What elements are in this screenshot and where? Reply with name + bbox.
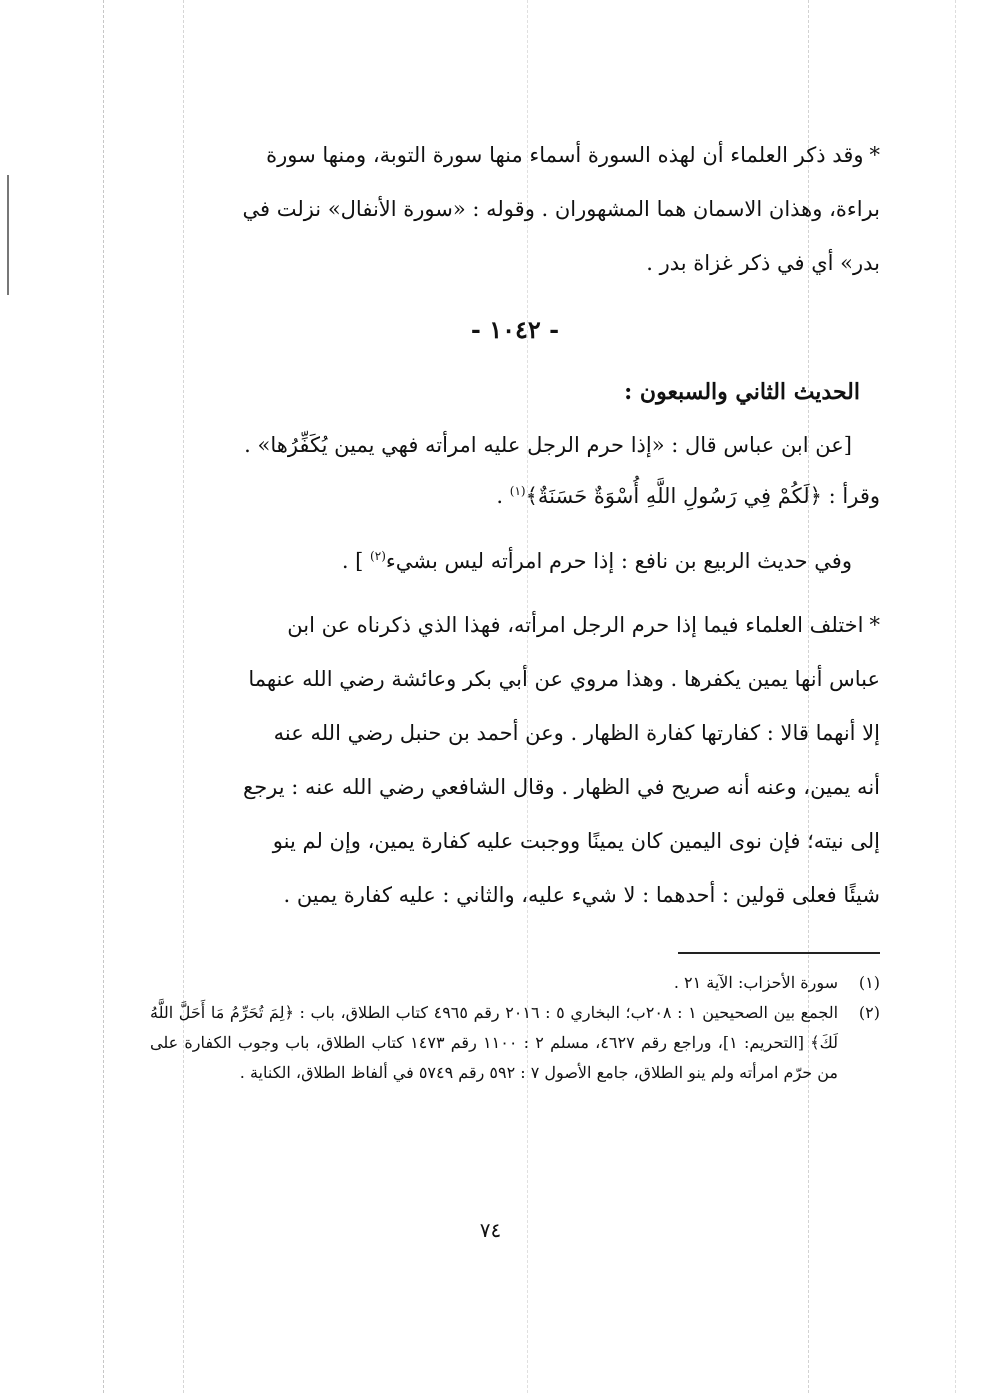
hadith-line bbox=[150, 533, 880, 584]
scan-guide-line bbox=[103, 0, 104, 1393]
footnote-ref[interactable]: (٢) bbox=[370, 549, 386, 563]
footnote-text: سورة الأحزاب: الآية ٢١ . bbox=[673, 973, 838, 992]
star-bullet: * bbox=[869, 613, 880, 637]
punctuation: . bbox=[496, 484, 510, 508]
punctuation: ] . bbox=[341, 549, 371, 573]
commentary-line: شيئًا فعلى قولين : أحدهما : لا شيء عليه، والثاني : عليه كفارة يمين . bbox=[283, 883, 880, 907]
commentary-line bbox=[150, 598, 880, 652]
footnote bbox=[150, 998, 880, 1088]
commentary-paragraph bbox=[150, 598, 880, 922]
commentary-line: عباس أنها يمين يكفرها . وهذا مروي عن أبي بكر وعائشة رضي الله عنهما bbox=[248, 667, 880, 691]
intro-paragraph bbox=[150, 128, 880, 290]
quran-verse: وقرأ : ﴿لَكُمْ فِي رَسُولِ اللَّهِ أُسْوَةٌ حَسَنَةٌ﴾ bbox=[525, 484, 880, 508]
intro-line bbox=[150, 128, 880, 182]
commentary-line: إلا أنهما قالا : كفارتها كفارة الظهار . وعن أحمد بن حنبل رضي الله عنه bbox=[273, 721, 880, 745]
star-bullet: * bbox=[869, 143, 880, 167]
intro-line-text: وقد ذكر العلماء أن لهذه السورة أسماء منها سورة التوبة، ومنها سورة bbox=[266, 143, 864, 167]
spacer bbox=[150, 519, 880, 533]
hadith-line bbox=[150, 468, 880, 519]
hadith-text: وفي حديث الربيع بن نافع : إذا حرم امرأته ليس بشيء bbox=[385, 549, 852, 573]
page-number: ٧٤ bbox=[479, 1218, 502, 1242]
footnote bbox=[150, 968, 880, 998]
commentary-line: أنه يمين، وعنه أنه صريح في الظهار . وقال الشافعي رضي الله عنه : يرجع bbox=[243, 775, 880, 799]
hadith-number: - ١٠٤٢ - bbox=[470, 315, 560, 344]
footnote-number: (١) bbox=[858, 973, 880, 992]
footnotes bbox=[150, 968, 880, 1088]
scan-edge-mark bbox=[7, 175, 9, 295]
commentary-line-text: اختلف العلماء فيما إذا حرم الرجل امرأته، فهذا الذي ذكرناه عن ابن bbox=[287, 613, 864, 637]
footnote-text: الجمع بين الصحيحين ١ : ٢٠٨ب؛ البخاري ٥ : ٢٠١٦ رقم ٤٩٦٥ كتاب الطلاق، باب : ﴿لِمَ تُحَرِّمُ مَا أَحَلَّ اللَّهُ لَكَ﴾ [التحريم: ١]، وراجع رقم ٤٦٢٧، مسلم ٢ : ١١٠٠ رقم ١٤٧٣ كتاب الطلاق، باب وجوب الكفارة على من حرّم امرأته ولم ينو الطلاق، جامع الأصول ٧ : ٥٩٢ رقم ٥٧٤٩ في ألفاظ الطلاق، الكناية . bbox=[150, 1003, 839, 1082]
hadith-line: [عن ابن عباس قال : «إذا حرم الرجل عليه امرأته فهي يمين يُكَفِّرُها» . bbox=[244, 433, 852, 457]
commentary-line: إلى نيته؛ فإن نوى اليمين كان يمينًا ووجبت عليه كفارة يمين، وإن لم ينو bbox=[272, 829, 880, 853]
intro-line: بدر» أي في ذكر غزاة بدر . bbox=[646, 251, 880, 275]
footnote-divider bbox=[678, 952, 880, 954]
book-page bbox=[150, 128, 880, 1088]
intro-line: براءة، وهذان الاسمان هما المشهوران . وقوله : «سورة الأنفال» نزلت في bbox=[242, 197, 880, 221]
footnote-ref[interactable]: (١) bbox=[509, 484, 526, 498]
scan-guide-line bbox=[955, 0, 956, 1393]
section-title: الحديث الثاني والسبعون : bbox=[624, 379, 860, 405]
footnote-number: (٢) bbox=[858, 1003, 880, 1022]
